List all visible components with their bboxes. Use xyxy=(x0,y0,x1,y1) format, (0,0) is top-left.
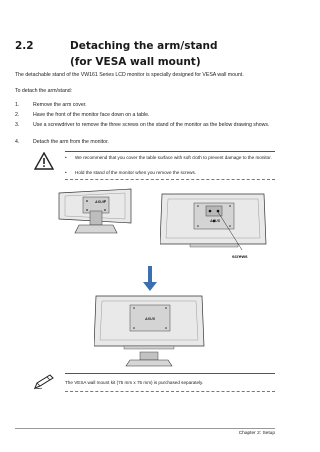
step-text: Use a screwdriver to remove the three screws on the stand of the monitor as the below drawing shows. xyxy=(33,122,270,128)
step-number: 2. xyxy=(15,112,20,118)
step-number: 1. xyxy=(15,102,20,108)
step-3 xyxy=(15,122,273,136)
brand-label-bottom: ASUS xyxy=(145,317,155,321)
monitor-with-stand-figure xyxy=(55,187,135,237)
screws-callout: screws xyxy=(232,254,248,259)
step-2 xyxy=(15,112,273,119)
step-number: 4. xyxy=(15,139,20,145)
section-title-line2: (for VESA wall mount) xyxy=(70,56,201,68)
warning-bullet-2: • Hold the stand of the monitor when you remove the screws. xyxy=(65,170,275,176)
monitor-detached-figure xyxy=(94,294,206,368)
steps-list xyxy=(15,102,273,154)
note-bottom-rule xyxy=(65,391,275,392)
step-text: Have the front of the monitor face down on a table. xyxy=(33,112,150,118)
intro-paragraph: The detachable stand of the VW161 Series LCD monitor is specially designed for VESA wall mount. xyxy=(15,72,244,78)
note-top-rule xyxy=(65,373,275,374)
section-number: 2.2 xyxy=(15,40,34,52)
arrow-down-icon xyxy=(143,266,157,292)
warning-bullets xyxy=(65,155,275,179)
footer-rule xyxy=(15,428,275,429)
warning-bullet-text: Hold the stand of the monitor when you remove the screws. xyxy=(75,170,197,175)
section-title-line1: Detaching the arm/stand xyxy=(70,40,218,52)
step-number: 3. xyxy=(15,122,20,128)
lead-text: To detach the arm/stand: xyxy=(15,88,73,94)
brand-label-right: ASUS xyxy=(210,219,220,223)
warning-bullet-1: • We recommend that you cover the table surface with soft cloth to prevent damage to the monitor. xyxy=(65,155,275,167)
step-text: Remove the arm cover. xyxy=(33,102,87,108)
footer-page-label: Chapter 2: Setup xyxy=(238,431,275,436)
warning-top-rule xyxy=(65,151,275,152)
step-text: Detach the arm from the monitor. xyxy=(33,139,109,145)
step-4 xyxy=(15,139,273,146)
step-1 xyxy=(15,102,273,109)
brand-label-left: ASUS xyxy=(95,200,105,204)
pen-icon xyxy=(33,374,55,390)
warning-triangle-icon xyxy=(34,152,54,170)
note-text: The VESA wall mount kit (75 mm x 75 mm) is purchased separately. xyxy=(65,380,204,385)
warning-bullet-text: We recommend that you cover the table surface with soft cloth to prevent damage to the monitor. xyxy=(75,155,272,160)
warning-bottom-rule xyxy=(65,179,275,180)
